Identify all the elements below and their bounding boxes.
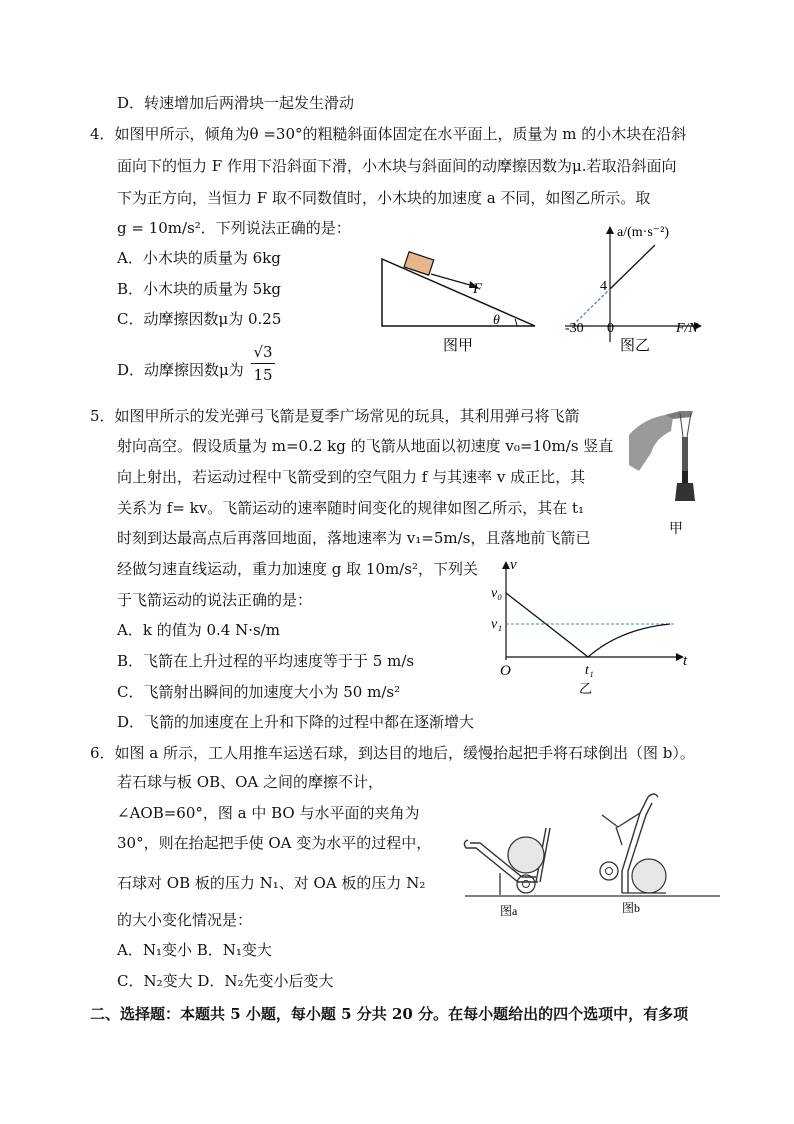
- figure-caption: 图甲: [443, 338, 474, 354]
- q4-stem-line1: 4．如图甲所示，倾角为θ =30°的粗糙斜面体固定在水平面上，质量为 m 的小木块在沿斜: [90, 125, 687, 143]
- figure-a-caption: 图a: [500, 904, 518, 918]
- t1-label: t₁: [585, 663, 594, 678]
- q4-stem-line4: g = 10m/s²．下列说法正确的是：: [117, 219, 351, 237]
- q6-stem-line2: 若石球与板 OB、OA 之间的摩擦不计，: [117, 773, 383, 791]
- q5-option-c: C．飞箭射出瞬间的加速度大小为 50 m/s²: [117, 683, 401, 701]
- slingshot-photo: [625, 405, 705, 540]
- q6-stem-line1: 6．如图 a 所示，工人用推车运送石球，到达目的地后，缓慢抬起把手将石球倒出（图 b）。: [90, 744, 695, 762]
- wheel: [517, 875, 535, 893]
- q4-figure-graph: [560, 222, 710, 362]
- velocity-curve: [506, 593, 670, 657]
- extrapolation-line: [573, 289, 610, 325]
- q6-wheelbarrow-figures: [440, 785, 730, 920]
- q3-option-d: D．转速增加后两滑块一起发生滑动: [117, 94, 355, 112]
- q5-stem-line4: 关系为 f= kv。飞箭运动的速率随时间变化的规律如图乙所示，其在 t₁: [117, 499, 585, 517]
- t-axis-label: t: [683, 653, 688, 669]
- q6-stem-line4: 30°，则在抬起把手使 OA 变为水平的过程中，: [117, 834, 432, 852]
- arrow-tail: [675, 483, 695, 501]
- photo-caption: 甲: [669, 522, 683, 537]
- stone-ball: [632, 859, 666, 893]
- cart-figure-b: [600, 794, 666, 915]
- v0-label: v₀: [491, 586, 503, 601]
- q5-option-b: B．飞箭在上升过程的平均速度等于于 5 m/s: [117, 652, 415, 670]
- q5-stem-line3: 向上射出，若运动过程中飞箭受到的空气阻力 f 与其速率 v 成正比，其: [117, 468, 586, 486]
- v-axis-label: v: [510, 557, 517, 573]
- fraction-bar: [251, 363, 275, 364]
- graph-line: [610, 245, 655, 289]
- q5-option-a: A．k 的值为 0.4 N·s/m: [117, 621, 280, 639]
- wheel: [600, 862, 618, 880]
- q4-option-d-denominator: 15: [253, 366, 273, 384]
- q4-option-b: B．小木块的质量为 5kg: [117, 280, 282, 298]
- graph-caption: 乙: [579, 681, 593, 696]
- q5-option-d: D．飞箭的加速度在上升和下降的过程中都在逐渐增大: [117, 713, 475, 731]
- x-axis-label: F/N: [676, 321, 698, 336]
- q4-stem-line2: 面向下的恒力 F 作用下沿斜面下滑，小木块与斜面间的动摩擦因数为μ.若取沿斜面向: [117, 157, 677, 175]
- q5-stem-line5: 时刻到达最高点后再落回地面，落地速率为 v₁=5m/s，且落地前飞箭已: [117, 529, 591, 547]
- figure-b-caption: 图b: [622, 901, 641, 915]
- q4-option-c: C．动摩擦因数μ为 0.25: [117, 310, 282, 328]
- q6-stem-line6: 的大小变化情况是：: [117, 911, 253, 929]
- q4-stem-line3: 下为正方向，当恒力 F 取不同数值时，小木块的加速度 a 不同，如图乙所示。取: [117, 189, 651, 207]
- q5-stem-line7: 于飞箭运动的说法正确的是：: [117, 591, 313, 609]
- y-axis-label: a/(m·s⁻²): [617, 225, 670, 240]
- y-tick-label: 4: [600, 279, 607, 294]
- q6-stem-line3: ∠AOB=60°，图 a 中 BO 与水平面的夹角为: [117, 804, 420, 822]
- angle-label: θ: [493, 313, 500, 328]
- q6-option-ab: A．N₁变小 B．N₁变大: [117, 941, 272, 959]
- q5-stem-line2: 射向高空。假设质量为 m=0.2 kg 的飞箭从地面以初速度 v₀=10m/s 竖直: [117, 437, 614, 455]
- q5-vt-graph: [490, 555, 700, 700]
- v1-label: v₁: [491, 617, 503, 632]
- wood-block: [404, 252, 434, 275]
- stone-ball: [508, 837, 544, 873]
- origin-label: O: [500, 663, 511, 679]
- q6-stem-line5: 石球对 OB 板的压力 N₁、对 OA 板的压力 N₂: [117, 874, 426, 892]
- x-tick-label: -30: [565, 321, 584, 336]
- origin-label: 0: [607, 321, 614, 336]
- q6-option-cd: C．N₂变大 D．N₂先变小后变大: [117, 972, 334, 990]
- hand-shape: [629, 415, 673, 471]
- section-heading: 二、选择题：本题共 5 小题，每小题 5 分共 20 分。在每小题给出的四个选项中，有多项: [90, 1005, 689, 1023]
- q4-option-a: A．小木块的质量为 6kg: [117, 249, 281, 267]
- q5-stem-line1: 5．如图甲所示的发光弹弓飞箭是夏季广场常见的玩具，其利用弹弓将飞箭: [90, 407, 580, 425]
- figure-caption: 图乙: [620, 338, 651, 354]
- force-label: F: [473, 281, 483, 297]
- q4-option-d: D．动摩擦因数μ为: [117, 361, 244, 379]
- q5-stem-line6: 经做匀速直线运动，重力加速度 g 取 10m/s²，下列关: [117, 560, 478, 578]
- q4-option-d-numerator: √3: [253, 343, 273, 361]
- q4-figure-incline: [375, 250, 545, 365]
- cart-figure-a: [464, 828, 550, 918]
- arrow-shaft: [682, 437, 688, 471]
